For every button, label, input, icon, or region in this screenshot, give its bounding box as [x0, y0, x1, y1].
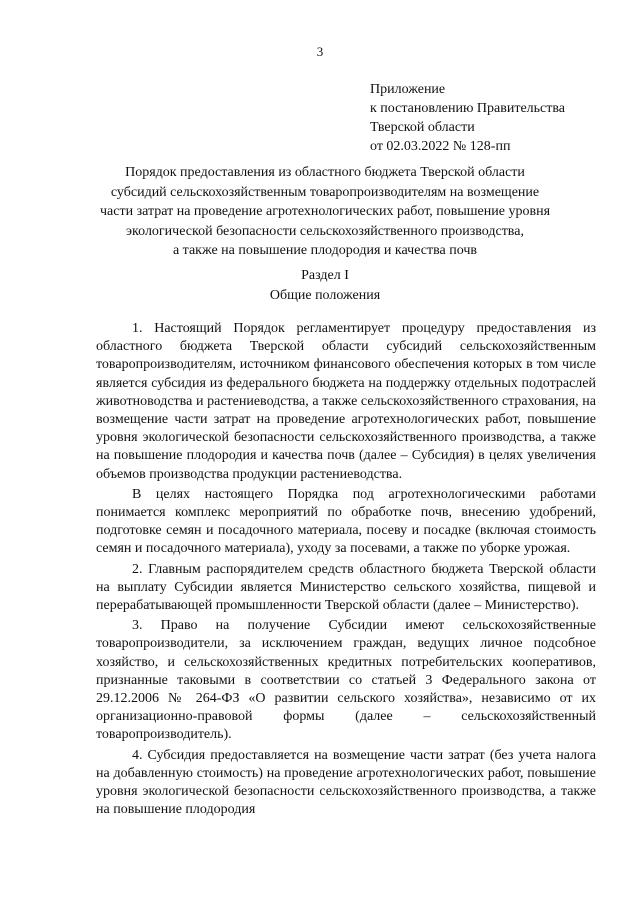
title-line: субсидий сельскохозяйственным товаропроизводителям на возмещение	[110, 184, 540, 200]
paragraph-3: 3. Право на получение Субсидии имеют сельскохозяйственные товаропроизводители, за исключением граждан, ведущих личное подсобное хозяйство, и сельскохозяйственных кредитных потребительских кооперативов, признанные таковыми в соответствии со статьей 3 Федерального закона от 29.12.2006 № 264-ФЗ «О развитии сельского хозяйства», независимо от их организационно-правовой формы (далее – сельскохозяйственный товаропроизводитель).	[96, 618, 596, 743]
paragraph-1-definition: В целях настоящего Порядка под агротехнологическими работами понимается комплекс мероприятий по обработке почв, внесению удобрений, подготовке семян и посадочного материала, посеву и посадке (включая стоимость семян и посадочного материала), уходу за посевами, а также по уборке урожая.	[96, 486, 596, 557]
paragraph-4: 4. Субсидия предоставляется на возмещение части затрат (без учета налога на добавленную стоимость) на проведение агротехнологических работ, повышение уровня экологической безопасности сельскохозяйственного производства, а также на повышение плодородия	[96, 747, 596, 818]
document-title	[60, 163, 590, 261]
paragraph-2: 2. Главным распорядителем средств областного бюджета Тверской области на выплату Субсидии является Министерство сельского хозяйства, пищевой и перерабатывающей промышленности Тверской области (далее – Министерство).	[96, 561, 596, 614]
title-line: а также на повышение плодородия и качества почв	[172, 243, 478, 258]
appendix-line: от 02.03.2022 № 128-пп	[370, 139, 511, 154]
page-number: 3	[316, 44, 324, 59]
title-line: части затрат на проведение агротехнологических работ, повышение уровня	[99, 204, 551, 219]
appendix-line: Тверской области	[370, 120, 475, 135]
title-line: Порядок предоставления из областного бюджета Тверской области	[125, 165, 525, 180]
title-line: экологической безопасности сельскохозяйственного производства,	[126, 223, 524, 239]
section-number: Раздел I	[301, 268, 349, 283]
section-name: Общие положения	[269, 287, 381, 303]
document-body	[96, 320, 596, 821]
appendix-line: Приложение	[370, 82, 446, 97]
appendix-header	[370, 80, 565, 156]
section-heading	[60, 266, 590, 305]
paragraph-1: 1. Настоящий Порядок регламентирует процедуру предоставления из областного бюджета Тверской области субсидий сельскохозяйственным товаропроизводителям, источником финансового обеспечения которых в том числе является субсидия из федерального бюджета на поддержку отдельных подотраслей животноводства и растениеводства, а также сельскохозяйственного страхования, на возмещение части затрат на проведение агротехнологических работ, повышение уровня экологической безопасности сельскохозяйственного производства, а также на повышение плодородия и качества почв (далее – Субсидия) в целях увеличения объемов производства продукции растениеводства.	[96, 321, 596, 482]
appendix-line: к постановлению Правительства	[370, 101, 566, 116]
